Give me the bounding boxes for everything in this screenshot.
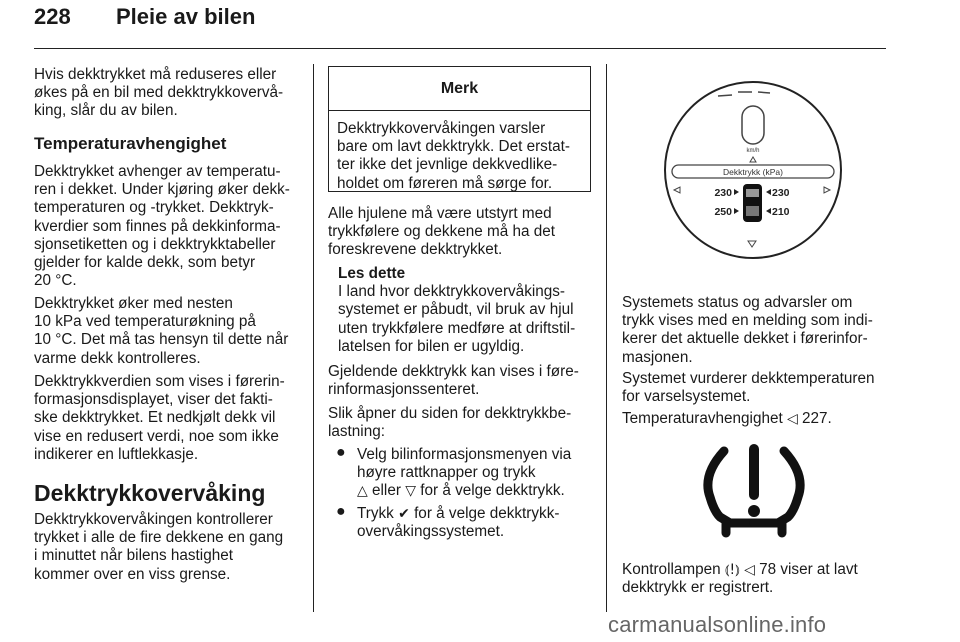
heading-temperature: Temperaturavhengighet (34, 134, 227, 153)
watermark: carmanualsonline.info (608, 612, 827, 637)
pressure-rear-left: 250 (714, 206, 732, 218)
pressure-rear-right: 210 (772, 206, 790, 218)
note-title: Merk (329, 67, 590, 111)
left-paragraph-4: Dekktrykkverdien som vises i førerin- formasjonsdisplayet, viser det fakti- ske dekktrykket. Et nedkjølt dekk vil vise en redusert verdi, noe som ikke indikerer en luftlekkasje. (34, 373, 285, 463)
pressure-front-left: 230 (714, 187, 732, 199)
right-paragraph-3: Temperaturavhengighet ◁ 227. (622, 410, 832, 427)
bullet-dot: ● (336, 503, 346, 520)
tpms-inline-icon: ⦅!⦆ (724, 562, 740, 578)
note-box (328, 66, 591, 192)
up-triangle-icon: △ (357, 483, 368, 500)
middle-paragraph-1: Alle hjulene må være utstyrt med trykkfølere og dekkene må ha det foreskrevene dekktrykket. (328, 205, 556, 259)
les-dette-title: Les dette (338, 265, 406, 282)
page-reference-icon: ◁ (786, 411, 798, 427)
bullet-item-2: Trykk ✔ for å velge dekktrykk- overvåkingssystemet. (357, 505, 560, 541)
tire-pressure-display-figure (622, 66, 886, 276)
les-dette-block: Les dette I land hvor dekktrykkovervåkings- systemet er påbudt, vil bruk av hjul uten trykkfølere medføre at driftstil- latelsen for bilen er ugyldig. (338, 265, 598, 356)
heading-tire-pressure-monitoring: Dekktrykkovervåking (34, 480, 266, 506)
bullet-dot: ● (336, 444, 346, 461)
right-paragraph-2: Systemet vurderer dekktemperaturen for varselsystemet. (622, 370, 875, 406)
down-triangle-icon: ▽ (405, 483, 416, 500)
left-paragraph-3: Dekktrykket øker med nesten 10 kPa ved temperaturøkning på 10 °C. Det må tas hensyn til dette når varme dekk kontrolleres. (34, 295, 289, 367)
tpms-warning-lamp-figure (622, 437, 886, 545)
note-body: Dekktrykkovervåkingen varsler bare om lavt dekktrykk. Det erstat- ter ikke det jevnlige dekkvedlike- holdet om føreren må sørge for. (337, 120, 570, 192)
checkmark-icon: ✔ (398, 506, 410, 522)
right-paragraph-4: Kontrollampen ⦅!⦆ ◁ 78 viser at lavt dekktrykk er registrert. (622, 561, 858, 597)
column-divider-2 (606, 64, 607, 612)
page-number: 228 (34, 4, 71, 29)
left-paragraph-5: Dekktrykkovervåkingen kontrollerer trykket i alle de fire dekkene en gang i minuttet når bilens hastighet kommer over en viss grense. (34, 511, 284, 583)
header-rule (34, 48, 886, 49)
left-paragraph-2: Dekktrykket avhenger av temperatu- ren i dekket. Under kjøring øker dekk- temperaturen og -trykket. Dekktryk- kverdier som finnes på dekkinforma- sjonsetiketten og i dekktrykktabeller gjelder for kalde dekk, som betyr 20 °C. (34, 163, 290, 290)
middle-paragraph-3: Slik åpner du siden for dekktrykkbe- lastning: (328, 405, 572, 441)
column-divider-1 (313, 64, 314, 612)
pressure-front-right: 230 (772, 187, 790, 199)
page-title: Pleie av bilen (116, 4, 256, 29)
right-paragraph-1: Systemets status og advarsler om trykk vises med en melding som indi- kerer det aktuelle dekket i førerinfor- masjonen. (622, 294, 873, 366)
display-label: Dekktrykk (kPa) (723, 167, 783, 177)
bullet-item-1: Velg bilinformasjonsmenyen via høyre rattknapper og trykk △ eller ▽ for å velge dekktrykk. (357, 446, 572, 500)
page-reference-icon: ◁ (744, 562, 755, 578)
speed-unit-label: km/h (746, 148, 760, 154)
middle-paragraph-2: Gjeldende dekktrykk kan vises i føre- rinformasjonssenteret. (328, 363, 579, 399)
left-paragraph-1: Hvis dekktrykket må reduseres eller økes på en bil med dekktrykkovervå- king, slår du av bilen. (34, 66, 284, 120)
